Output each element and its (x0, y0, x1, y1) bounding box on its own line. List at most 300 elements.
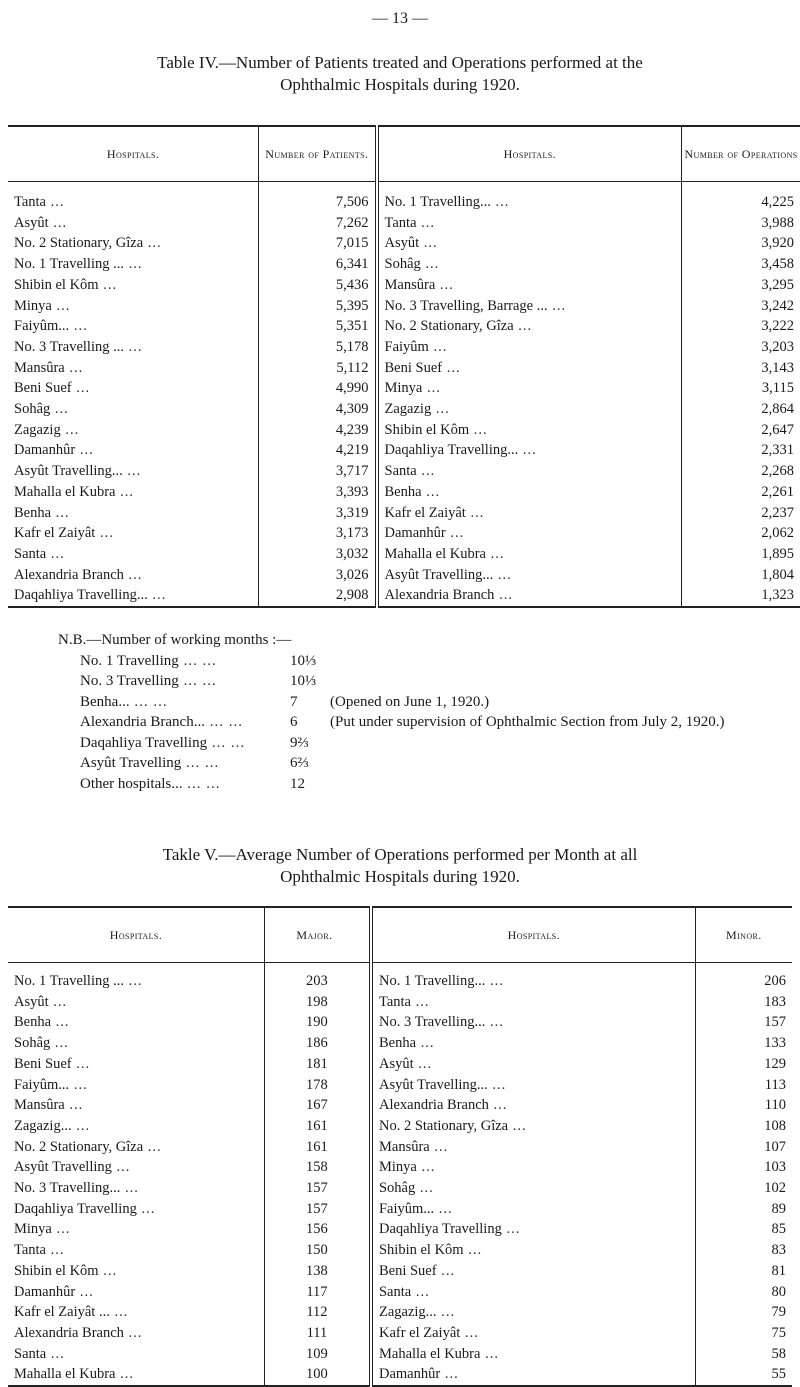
table4-hospital-right (377, 233, 682, 254)
table5-minor-cell: 58 (695, 1344, 792, 1365)
table5-major-cell: 167 (264, 1095, 371, 1116)
note-item-remark: (Opened on June 1, 1920.) (330, 693, 490, 710)
table5-hospital-left (8, 1095, 264, 1116)
table4-hospital-right-text: Alexandria Branch (384, 587, 495, 604)
table4-hospital-left (8, 275, 259, 296)
table5-minor-cell: 107 (695, 1137, 792, 1158)
table5-hospital-right-text: Tanta (378, 993, 411, 1010)
table5-hospital-left-text: Damanhûr (14, 1283, 76, 1300)
note-item-remark (330, 753, 798, 774)
table4-header-row (8, 126, 800, 182)
table4-operations-cell: 3,203 (682, 337, 800, 358)
table4-title-line2: Ophthalmic Hospitals during 1920. (280, 75, 520, 94)
table5-hospital-right-text: No. 1 Travelling... (378, 973, 486, 989)
table5-minor-cell: 183 (695, 992, 792, 1013)
table4-hospital-right-text: No. 2 Stationary, Gîza (384, 318, 514, 335)
leader-dots: ... (547, 297, 567, 314)
table4-hospital-right-text: Damanhûr (384, 525, 446, 542)
table4-hospital-right-text: Asyût Travelling... (384, 566, 494, 583)
leader-dots: ... (147, 587, 167, 604)
table5-hospital-left-text: Asyût (14, 993, 49, 1010)
table5-hospital-right (371, 1219, 695, 1240)
table5-major-cell: 156 (264, 1219, 371, 1240)
table4-hospital-left-text: No. 1 Travelling ... (14, 256, 124, 273)
table4-operations-cell: 3,458 (682, 254, 800, 275)
leader-dots: ... ... (178, 652, 217, 669)
table4-patients-cell: 4,219 (259, 440, 377, 461)
leader-dots: ... (123, 973, 143, 989)
leader-dots: ... ... (181, 755, 220, 771)
table-row (8, 1199, 792, 1220)
note-item-remark (330, 774, 798, 795)
page-number: — 13 — (372, 10, 428, 27)
table4-hospital-left-text: Santa (14, 545, 47, 562)
leader-dots: ... (98, 1262, 118, 1279)
table5-minor-cell: 103 (695, 1157, 792, 1178)
leader-dots: ... (75, 1283, 94, 1300)
table5-hospital-left (8, 1344, 264, 1365)
table4-hospital-right (377, 440, 682, 461)
leader-dots: ... (518, 442, 537, 459)
leader-dots: ... (60, 421, 80, 438)
table4-hospital-right (377, 523, 682, 544)
table4-hospital-right (377, 399, 682, 420)
table5-hospital-left-text: Tanta (14, 1242, 46, 1259)
leader-dots: ... (415, 1180, 434, 1197)
table5-minor-cell: 79 (695, 1302, 792, 1323)
leader-dots: ... (123, 256, 143, 273)
table5-hospital-right-text: Benha (378, 1035, 417, 1052)
table5-hospital-left (8, 963, 264, 992)
table-row (8, 1178, 792, 1199)
table5-minor-cell: 113 (695, 1075, 792, 1096)
note-item-name (58, 712, 290, 733)
table5-hospital-left-text: Santa (14, 1345, 47, 1362)
leader-dots: ... ... (178, 673, 217, 689)
leader-dots: ... (115, 1366, 134, 1383)
table4-hospital-left-text: Kafr el Zaiyât (14, 525, 96, 542)
table4-hospital-right (377, 461, 682, 482)
table4-hospital-left (8, 337, 259, 358)
table4-hospital-left (8, 399, 259, 420)
table5-hospital-left (8, 992, 264, 1013)
table4-hospital-left (8, 461, 259, 482)
table5-major-cell: 181 (264, 1054, 371, 1075)
table4-hospital-left (8, 296, 259, 317)
table-row (8, 963, 792, 992)
note-item-months: 7 (290, 693, 298, 710)
table5-major-cell: 109 (264, 1344, 371, 1365)
table5-hospital-right (371, 992, 695, 1013)
table5-hospital-right-text: Sohâg (378, 1180, 416, 1197)
table4-patients-cell: 3,717 (259, 461, 377, 482)
table-row (8, 420, 800, 441)
table-row (8, 992, 792, 1013)
table-row (8, 565, 800, 586)
leader-dots: ... (485, 973, 504, 989)
table5-hospital-right (371, 1012, 695, 1033)
note-item-months: 6⅔ (290, 755, 309, 771)
table5-hospital-right-text: Minya (378, 1159, 417, 1176)
table-row (8, 213, 800, 234)
table5-minor-cell: 206 (695, 963, 792, 992)
leader-dots: ... (436, 1262, 456, 1279)
leader-dots: ... (69, 318, 88, 335)
table5-hospital-left (8, 1240, 264, 1261)
table-row (8, 399, 800, 420)
leader-dots: ... (485, 545, 505, 562)
table5 (8, 906, 792, 1387)
leader-dots: ... (431, 401, 450, 418)
note-item-name-text: No. 1 Travelling (80, 652, 179, 669)
note-item (58, 671, 798, 692)
table4-hospital-right-text: Benha (384, 483, 422, 500)
table4-hospital-right (377, 378, 682, 399)
table5-major-cell: 138 (264, 1261, 371, 1282)
leader-dots: ... (440, 1366, 459, 1383)
note-item-months: 6 (290, 714, 298, 730)
note-item (58, 753, 798, 774)
table5-major-cell: 161 (264, 1116, 371, 1137)
leader-dots: ... (416, 214, 436, 231)
leader-dots: ... (493, 566, 512, 583)
table5-hospital-right-text: No. 2 Stationary, Gîza (378, 1117, 509, 1134)
table5-hospital-left (8, 1012, 264, 1033)
table4-hospital-left-text: Faiyûm... (14, 318, 70, 335)
table4-hospital-left (8, 482, 259, 503)
table4-hospital-left-text: No. 2 Stationary, Gîza (14, 235, 144, 252)
table5-minor-cell: 157 (695, 1012, 792, 1033)
table4-operations-cell: 2,261 (682, 482, 800, 503)
table4-hospital-right-text: Kafr el Zaiyât (384, 504, 466, 521)
table-row (8, 1323, 792, 1344)
table-row (8, 378, 800, 399)
note-item-name-text: No. 3 Travelling (80, 673, 179, 689)
leader-dots: ... (48, 993, 68, 1010)
leader-dots: ... (50, 401, 69, 418)
table4-header-patients: Number of Patients. (259, 126, 377, 182)
table5-hospital-left (8, 1282, 264, 1303)
table4-header-hospitals-right: Hospitals. (377, 126, 682, 182)
table5-hospital-right (371, 1137, 695, 1158)
table4-hospital-right-text: No. 1 Travelling... (384, 194, 491, 210)
table4-hospital-right-text: Mansûra (384, 276, 436, 293)
table5-hospital-left-text: Kafr el Zaiyât ... (14, 1304, 110, 1321)
leader-dots: ... (51, 297, 71, 314)
table5-hospital-left-text: Asyût Travelling (14, 1159, 112, 1176)
table4-hospital-right-text: Minya (384, 380, 423, 397)
table4-patients-cell: 7,015 (259, 233, 377, 254)
table4-operations-cell: 3,115 (682, 378, 800, 399)
leader-dots: ... (51, 504, 70, 521)
leader-dots: ... ... (204, 714, 243, 730)
table4-hospital-right (377, 316, 682, 337)
table5-hospital-right (371, 1364, 695, 1386)
table5-hospital-right-text: Santa (378, 1283, 412, 1300)
table4-hospital-left (8, 254, 259, 275)
leader-dots: ... (420, 256, 440, 273)
table4-operations-cell: 2,062 (682, 523, 800, 544)
table4-hospital-left-text: Alexandria Branch (14, 566, 124, 583)
table4-operations-cell: 3,143 (682, 358, 800, 379)
leader-dots: ... ... (129, 693, 168, 710)
table4-hospital-right (377, 254, 682, 275)
table5-body (8, 963, 792, 1387)
table4-hospital-left-text: Sohâg (14, 401, 51, 418)
table5-minor-cell: 108 (695, 1116, 792, 1137)
table5-hospital-left (8, 1137, 264, 1158)
table-row (8, 1116, 792, 1137)
note-item-name-text: Daqahliya Travelling (80, 734, 208, 751)
table4-patients-cell: 3,173 (259, 523, 377, 544)
table-row (8, 1344, 792, 1365)
table-row (8, 1012, 792, 1033)
leader-dots: ... (442, 359, 461, 376)
table5-hospital-left (8, 1033, 264, 1054)
table-row (8, 482, 800, 503)
table4-patients-cell: 4,309 (259, 399, 377, 420)
table5-minor-cell: 102 (695, 1178, 792, 1199)
leader-dots: ... (123, 566, 143, 583)
table5-hospital-right (371, 1261, 695, 1282)
leader-dots: ... (111, 1159, 131, 1176)
leader-dots: ... (48, 214, 68, 231)
leader-dots: ... (69, 1076, 88, 1093)
table5-hospital-right (371, 1344, 695, 1365)
table-row (8, 316, 800, 337)
leader-dots: ... (95, 525, 114, 542)
leader-dots: ... (465, 504, 485, 521)
table4-hospital-right (377, 420, 682, 441)
table5-hospital-left-text: Minya (14, 1221, 52, 1238)
table-row (8, 337, 800, 358)
table5-header-row (8, 907, 792, 963)
table-row (8, 358, 800, 379)
table4-patients-cell: 3,026 (259, 565, 377, 586)
table5-hospital-right-text: Daqahliya Travelling (378, 1221, 502, 1238)
table5-hospital-left-text: No. 2 Stationary, Gîza (14, 1138, 144, 1155)
table5-hospital-left (8, 1054, 264, 1075)
table5-hospital-left-text: Benha (14, 1014, 52, 1031)
leader-dots: ... (122, 463, 142, 480)
note-item-name-text: Asyût Travelling (80, 755, 182, 771)
table5-minor-cell: 75 (695, 1323, 792, 1344)
table5-header-major: Major. (264, 907, 371, 963)
leader-dots: ... (50, 1035, 69, 1052)
table4-hospital-left (8, 316, 259, 337)
leader-dots: ... (480, 1345, 499, 1362)
table4-hospital-right-text: Zagazig (384, 401, 432, 418)
table4-patients-cell: 7,506 (259, 182, 377, 213)
table5-minor-cell: 55 (695, 1364, 792, 1386)
leader-dots: ... (488, 1097, 508, 1114)
table5-hospital-left-text: No. 1 Travelling ... (14, 973, 124, 989)
table5-hospital-right (371, 1240, 695, 1261)
note-item (58, 733, 798, 754)
table4-hospital-right-text: Asyût (384, 235, 420, 252)
table5-hospital-right (371, 1323, 695, 1344)
table4-body (8, 182, 800, 608)
leader-dots: ... ... (207, 734, 246, 751)
leader-dots: ... (494, 587, 513, 604)
table-row (8, 1157, 792, 1178)
note-item-remark (330, 671, 798, 692)
leader-dots: ... (460, 1324, 479, 1341)
leader-dots: ... (422, 380, 441, 397)
note-item-name (58, 692, 290, 713)
note-item-months: 10⅓ (290, 652, 317, 669)
leader-dots: ... (419, 235, 438, 252)
table4-hospital-left-text: Tanta (14, 194, 46, 210)
table4-hospital-left (8, 503, 259, 524)
leader-dots: ... (411, 1283, 430, 1300)
leader-dots: ... (115, 483, 134, 500)
table5-hospital-right (371, 1033, 695, 1054)
leader-dots: ... (123, 1324, 143, 1341)
table5-hospital-left-text: Mahalla el Kubra (14, 1366, 116, 1383)
table4-hospital-left (8, 213, 259, 234)
leader-dots: ... (416, 1035, 435, 1052)
note-item-remark (330, 733, 798, 754)
leader-dots: ... (75, 442, 94, 459)
table4-hospital-left (8, 358, 259, 379)
note-item-name (58, 733, 290, 754)
table-row (8, 296, 800, 317)
table4-operations-cell: 2,331 (682, 440, 800, 461)
table4-hospital-right (377, 544, 682, 565)
table4-hospital-left-text: Shibin el Kôm (14, 276, 99, 293)
table4-operations-cell: 2,864 (682, 399, 800, 420)
table5-minor-cell: 129 (695, 1054, 792, 1075)
table-row (8, 585, 800, 607)
table4-hospital-right-text: Beni Suef (384, 359, 443, 376)
table4-hospital-left (8, 585, 259, 607)
leader-dots: ... (435, 276, 454, 293)
table-row (8, 523, 800, 544)
table5-minor-cell: 81 (695, 1261, 792, 1282)
table-row (8, 544, 800, 565)
table4-operations-cell: 3,222 (682, 316, 800, 337)
table5-title-line1: Takle V.—Average Number of Operations performed per Month at all (162, 845, 638, 864)
table4-hospital-right (377, 296, 682, 317)
table5-major-cell: 190 (264, 1012, 371, 1033)
table5-hospital-right-text: Mansûra (378, 1138, 430, 1155)
table-row (8, 182, 800, 213)
table4-patients-cell: 3,032 (259, 544, 377, 565)
table-row (8, 254, 800, 275)
table5-hospital-left (8, 1075, 264, 1096)
table-row (8, 275, 800, 296)
table4-hospital-left (8, 182, 259, 213)
table4-hospital-left (8, 378, 259, 399)
note-item-name-text: Other hospitals... (80, 775, 183, 792)
table5-minor-cell: 133 (695, 1033, 792, 1054)
table-row (8, 233, 800, 254)
leader-dots: ... (143, 1138, 162, 1155)
table5-minor-cell: 89 (695, 1199, 792, 1220)
table5-hospital-left-text: Daqahliya Travelling (14, 1200, 137, 1217)
table4-operations-cell: 2,237 (682, 503, 800, 524)
leader-dots: ... (413, 1055, 433, 1072)
table4-hospital-left (8, 565, 259, 586)
table5-major-cell: 198 (264, 992, 371, 1013)
note-item (58, 692, 798, 713)
leader-dots: ... (98, 276, 118, 293)
table4-hospital-right-text: Sohâg (384, 256, 421, 273)
table4-hospital-right-text: Faiyûm (384, 338, 429, 355)
table5-minor-cell: 80 (695, 1282, 792, 1303)
note-item-name (58, 753, 290, 774)
leader-dots: ... (136, 1200, 156, 1217)
table5-major-cell: 203 (264, 963, 371, 992)
table4-hospital-right (377, 503, 682, 524)
table5-hospital-left-text: Mansûra (14, 1097, 65, 1114)
leader-dots: ... (508, 1117, 527, 1134)
table4-patients-cell: 6,341 (259, 254, 377, 275)
leader-dots: ... (436, 1304, 456, 1321)
table5-title-line2: Ophthalmic Hospitals during 1920. (280, 867, 520, 886)
table-row (8, 461, 800, 482)
note-item-months: 10⅓ (290, 673, 317, 689)
leader-dots: ... (71, 380, 91, 397)
leader-dots: ... (416, 1159, 436, 1176)
table4-hospital-right-text: Daqahliya Travelling... (384, 442, 519, 459)
table4-patients-cell: 4,990 (259, 378, 377, 399)
leader-dots: ... (434, 1200, 453, 1217)
table5-hospital-left-text: Beni Suef (14, 1055, 72, 1072)
leader-dots: ... (421, 483, 441, 500)
table5-hospital-left (8, 1116, 264, 1137)
table4-operations-cell: 1,804 (682, 565, 800, 586)
table4-hospital-left-text: Mansûra (14, 359, 65, 376)
table5-hospital-left (8, 1178, 264, 1199)
table5-hospital-right-text: Asyût (378, 1055, 414, 1072)
table4-title (0, 52, 800, 96)
leader-dots: ... (428, 338, 448, 355)
table5-hospital-right (371, 963, 695, 992)
leader-dots: ... (46, 194, 65, 210)
table5-major-cell: 161 (264, 1137, 371, 1158)
leader-dots: ... (490, 194, 510, 210)
table-row (8, 440, 800, 461)
table-row (8, 1137, 792, 1158)
table5-hospital-left (8, 1302, 264, 1323)
table4-header-operations: Number of Operations (682, 126, 800, 182)
table4-operations-cell: 3,920 (682, 233, 800, 254)
leader-dots: ... (123, 338, 143, 355)
note-item (58, 651, 798, 672)
table4-hospital-right-text: Santa (384, 463, 417, 480)
table5-hospital-left-text: Zagazig... (14, 1117, 72, 1134)
table4-operations-cell: 3,988 (682, 213, 800, 234)
table5-hospital-right (371, 1199, 695, 1220)
table-row (8, 1075, 792, 1096)
table4-hospital-right (377, 337, 682, 358)
table4-operations-cell: 4,225 (682, 182, 800, 213)
table5-hospital-right-text: Beni Suef (378, 1262, 437, 1279)
note-item-months: 9⅔ (290, 734, 309, 751)
leader-dots: ... ... (182, 775, 221, 792)
leader-dots: ... (487, 1076, 507, 1093)
note-item (58, 712, 798, 733)
table4-patients-cell: 5,351 (259, 316, 377, 337)
table5-header-hospitals-left: Hospitals. (8, 907, 264, 963)
table4-patients-cell: 2,908 (259, 585, 377, 607)
table-row (8, 1033, 792, 1054)
table4-hospital-right-text: Mahalla el Kubra (384, 545, 486, 562)
note-item-name-text: Alexandria Branch... (80, 714, 205, 730)
table5-header-minor: Minor. (695, 907, 792, 963)
